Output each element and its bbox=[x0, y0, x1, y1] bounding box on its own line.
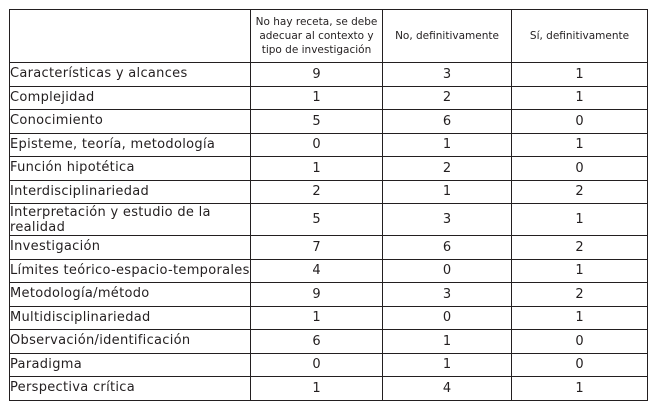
cell-no-hay-receta: 1 bbox=[251, 377, 383, 401]
cell-no-definitivamente: 3 bbox=[383, 63, 512, 87]
cell-no-hay-receta: 0 bbox=[251, 353, 383, 377]
cell-no-hay-receta: 9 bbox=[251, 63, 383, 87]
cell-no-definitivamente: 1 bbox=[383, 133, 512, 157]
cell-no-hay-receta: 6 bbox=[251, 330, 383, 354]
table-row bbox=[10, 259, 648, 283]
cell-no-hay-receta: 5 bbox=[251, 110, 383, 134]
row-label: Características y alcances bbox=[10, 63, 251, 87]
table-row bbox=[10, 353, 648, 377]
cell-si-definitivamente: 1 bbox=[512, 63, 648, 87]
cell-si-definitivamente: 1 bbox=[512, 133, 648, 157]
cell-no-hay-receta: 2 bbox=[251, 180, 383, 204]
table-row bbox=[10, 180, 648, 204]
table-header bbox=[10, 10, 648, 63]
row-label: Conocimiento bbox=[10, 110, 251, 134]
row-label: Paradigma bbox=[10, 353, 251, 377]
cell-si-definitivamente: 0 bbox=[512, 157, 648, 181]
cell-no-definitivamente: 6 bbox=[383, 110, 512, 134]
row-label: Metodología/método bbox=[10, 283, 251, 307]
cell-no-hay-receta: 0 bbox=[251, 133, 383, 157]
cell-no-definitivamente: 2 bbox=[383, 86, 512, 110]
cell-no-hay-receta: 1 bbox=[251, 157, 383, 181]
table-row bbox=[10, 236, 648, 260]
table-body bbox=[10, 63, 648, 401]
table-row bbox=[10, 283, 648, 307]
cell-no-definitivamente: 2 bbox=[383, 157, 512, 181]
header-cell-no-definitivamente: No, definitivamente bbox=[383, 10, 512, 63]
cell-no-definitivamente: 0 bbox=[383, 306, 512, 330]
cell-no-hay-receta: 1 bbox=[251, 306, 383, 330]
cell-no-definitivamente: 1 bbox=[383, 353, 512, 377]
row-label: Observación/identificación bbox=[10, 330, 251, 354]
table-row bbox=[10, 86, 648, 110]
table-row bbox=[10, 330, 648, 354]
cell-no-hay-receta: 7 bbox=[251, 236, 383, 260]
cell-no-hay-receta: 4 bbox=[251, 259, 383, 283]
cell-no-definitivamente: 6 bbox=[383, 236, 512, 260]
row-label: Límites teórico-espacio-temporales bbox=[10, 259, 251, 283]
table-row bbox=[10, 110, 648, 134]
cell-si-definitivamente: 2 bbox=[512, 236, 648, 260]
cell-no-hay-receta: 5 bbox=[251, 204, 383, 236]
cell-si-definitivamente: 1 bbox=[512, 306, 648, 330]
header-cell-si-definitivamente: Sí, definitivamente bbox=[512, 10, 648, 63]
header-row bbox=[10, 10, 648, 63]
header-cell-no-hay-receta: No hay receta, se debe adecuar al contexto y tipo de investigación bbox=[251, 10, 383, 63]
row-label: Interpretación y estudio de la realidad bbox=[10, 204, 251, 236]
cell-no-definitivamente: 3 bbox=[383, 204, 512, 236]
row-label: Complejidad bbox=[10, 86, 251, 110]
header-cell-label bbox=[10, 10, 251, 63]
row-label: Función hipotética bbox=[10, 157, 251, 181]
row-label: Investigación bbox=[10, 236, 251, 260]
table-row bbox=[10, 157, 648, 181]
row-label: Perspectiva crítica bbox=[10, 377, 251, 401]
table-row bbox=[10, 377, 648, 401]
table-row bbox=[10, 306, 648, 330]
row-label: Multidisciplinariedad bbox=[10, 306, 251, 330]
table-row bbox=[10, 133, 648, 157]
cell-si-definitivamente: 1 bbox=[512, 86, 648, 110]
cell-si-definitivamente: 0 bbox=[512, 330, 648, 354]
cell-no-definitivamente: 4 bbox=[383, 377, 512, 401]
data-table bbox=[9, 9, 648, 401]
cell-si-definitivamente: 2 bbox=[512, 283, 648, 307]
cell-no-hay-receta: 9 bbox=[251, 283, 383, 307]
cell-si-definitivamente: 1 bbox=[512, 204, 648, 236]
cell-no-definitivamente: 1 bbox=[383, 330, 512, 354]
cell-si-definitivamente: 2 bbox=[512, 180, 648, 204]
table-row bbox=[10, 63, 648, 87]
row-label: Interdisciplinariedad bbox=[10, 180, 251, 204]
cell-no-definitivamente: 3 bbox=[383, 283, 512, 307]
row-label: Episteme, teoría, metodología bbox=[10, 133, 251, 157]
cell-si-definitivamente: 1 bbox=[512, 377, 648, 401]
cell-si-definitivamente: 1 bbox=[512, 259, 648, 283]
cell-no-definitivamente: 0 bbox=[383, 259, 512, 283]
cell-no-definitivamente: 1 bbox=[383, 180, 512, 204]
table-row bbox=[10, 204, 648, 236]
cell-si-definitivamente: 0 bbox=[512, 353, 648, 377]
cell-no-hay-receta: 1 bbox=[251, 86, 383, 110]
cell-si-definitivamente: 0 bbox=[512, 110, 648, 134]
